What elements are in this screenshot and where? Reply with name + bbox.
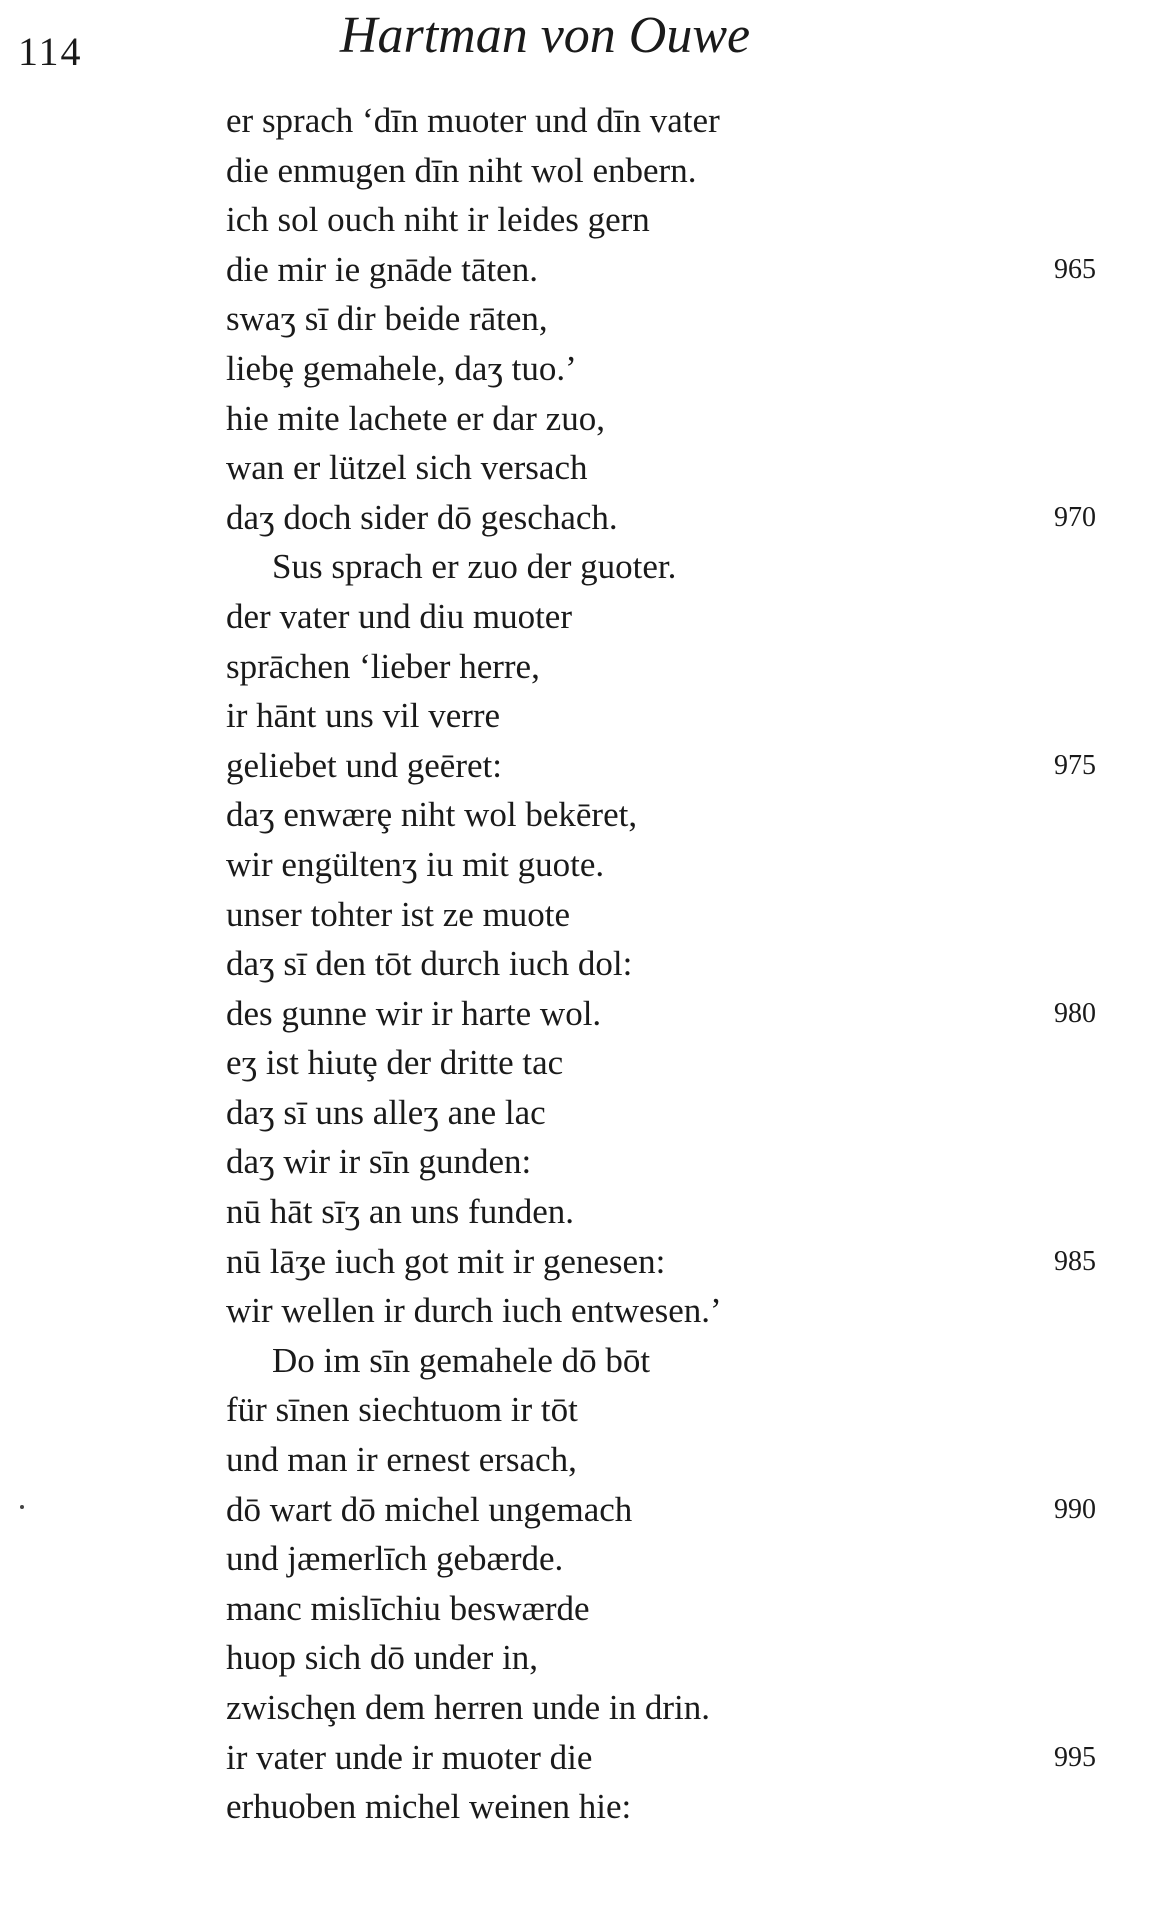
verse-text: geliebet und geēret:	[226, 745, 502, 785]
verse-text: sprāchen ‘lieber herre,	[226, 646, 540, 686]
verse-line	[226, 691, 1096, 741]
verse-line	[226, 1733, 1096, 1783]
verse-line	[226, 989, 1096, 1039]
line-number: 990	[1054, 1493, 1096, 1525]
verse-text: swaʒ sī dir beide rāten,	[226, 299, 548, 339]
verse-text: unser tohter ist ze muote	[226, 894, 571, 934]
verse-line	[226, 592, 1096, 642]
verse-line	[226, 790, 1096, 840]
verse-text: Do im sīn gemahele dō bōt	[272, 1340, 651, 1380]
verse-line	[226, 1336, 1096, 1386]
verse-text: er sprach ‘dīn muoter und dīn vater	[226, 101, 720, 140]
line-number: 985	[1054, 1245, 1096, 1277]
verse-text: daʒ wir ir sīn gunden:	[226, 1142, 532, 1182]
verse-text: huop sich dō under in,	[226, 1638, 539, 1678]
verse-line	[226, 344, 1096, 394]
verse-line	[226, 1584, 1096, 1634]
verse-line	[226, 146, 1096, 196]
line-number: 975	[1054, 749, 1096, 781]
verse-text: daʒ sī uns alleʒ ane lac	[226, 1092, 546, 1132]
verse-text: zwischȩn dem herren unde in drin.	[226, 1688, 711, 1727]
verse-text: Sus sprach er zuo der guoter.	[272, 547, 677, 587]
verse-line	[226, 1485, 1096, 1535]
verse-text: hie mite lachete er dar zuo,	[226, 398, 605, 438]
verse-text: die enmugen dīn niht wol enbern.	[226, 150, 697, 190]
verse-text: und jæmerlīch gebærde.	[226, 1539, 564, 1579]
verse-line	[226, 1435, 1096, 1485]
verse-text: ir hānt uns vil verre	[226, 696, 501, 736]
verse-text: eʒ ist hiutȩ der dritte tac	[226, 1043, 564, 1083]
verse-line	[226, 195, 1096, 245]
verse-text: daʒ doch sider dō geschach.	[226, 497, 618, 537]
verse-text: ir vater unde ir muoter die	[226, 1737, 593, 1777]
verse-text: wir wellen ir durch iuch entwesen.’	[226, 1291, 722, 1331]
verse-line	[226, 542, 1096, 592]
verse-line	[226, 1286, 1096, 1336]
verse-line	[226, 1633, 1096, 1683]
verse-line	[226, 741, 1096, 791]
verse-line	[226, 96, 1096, 146]
verse-line	[226, 1038, 1096, 1088]
verse-text: daʒ enwærȩ niht wol bekēret,	[226, 795, 638, 835]
verse-line	[226, 840, 1096, 890]
verse-line	[226, 939, 1096, 989]
line-number: 995	[1054, 1741, 1096, 1773]
verse-line	[226, 1137, 1096, 1187]
verse-text: wan er lützel sich versach	[226, 448, 588, 488]
verse-line	[226, 245, 1096, 295]
verse-text: ich sol ouch niht ir leides gern	[226, 200, 650, 240]
verse-text: daʒ sī den tōt durch iuch dol:	[226, 944, 633, 984]
verse-line	[226, 1187, 1096, 1237]
verse-text: nū lāʒe iuch got mit ir genesen:	[226, 1241, 666, 1281]
line-number: 970	[1054, 501, 1096, 533]
verse-line	[226, 1237, 1096, 1287]
line-number: 965	[1054, 253, 1096, 285]
verse-text: und man ir ernest ersach,	[226, 1440, 577, 1480]
verse-text: des gunne wir ir harte wol.	[226, 993, 602, 1033]
line-number: 980	[1054, 997, 1096, 1029]
page-number: 114	[18, 29, 83, 74]
verse-line	[226, 1683, 1096, 1733]
verse-line	[226, 294, 1096, 344]
verse-line	[226, 1385, 1096, 1435]
verse-text: liebȩ gemahele, daʒ tuo.’	[226, 348, 577, 388]
verse-line	[226, 493, 1096, 543]
running-title: Hartman von Ouwe	[339, 7, 751, 64]
verse-list	[226, 96, 1096, 1832]
verse-text: für sīnen siechtuom ir tōt	[226, 1390, 578, 1430]
verse-text: wir engültenʒ iu mit guote.	[226, 844, 605, 884]
verse-text: der vater und diu muoter	[226, 596, 573, 636]
verse-line	[226, 1534, 1096, 1584]
verse-text: dō wart dō michel ungemach	[226, 1489, 633, 1529]
verse-line	[226, 1088, 1096, 1138]
verse-line	[226, 443, 1096, 493]
verse-text: erhuoben michel weinen hie:	[226, 1787, 632, 1827]
verse-text: manc mislīchiu beswærde	[226, 1588, 590, 1628]
verse-line	[226, 890, 1096, 940]
verse-text: die mir ie gnāde tāten.	[226, 249, 538, 289]
verse-line	[226, 1782, 1096, 1832]
verse-line	[226, 642, 1096, 692]
verse-text: nū hāt sīʒ an uns funden.	[226, 1192, 574, 1232]
verse-line	[226, 394, 1096, 444]
stray-ink-dot	[20, 1505, 24, 1509]
